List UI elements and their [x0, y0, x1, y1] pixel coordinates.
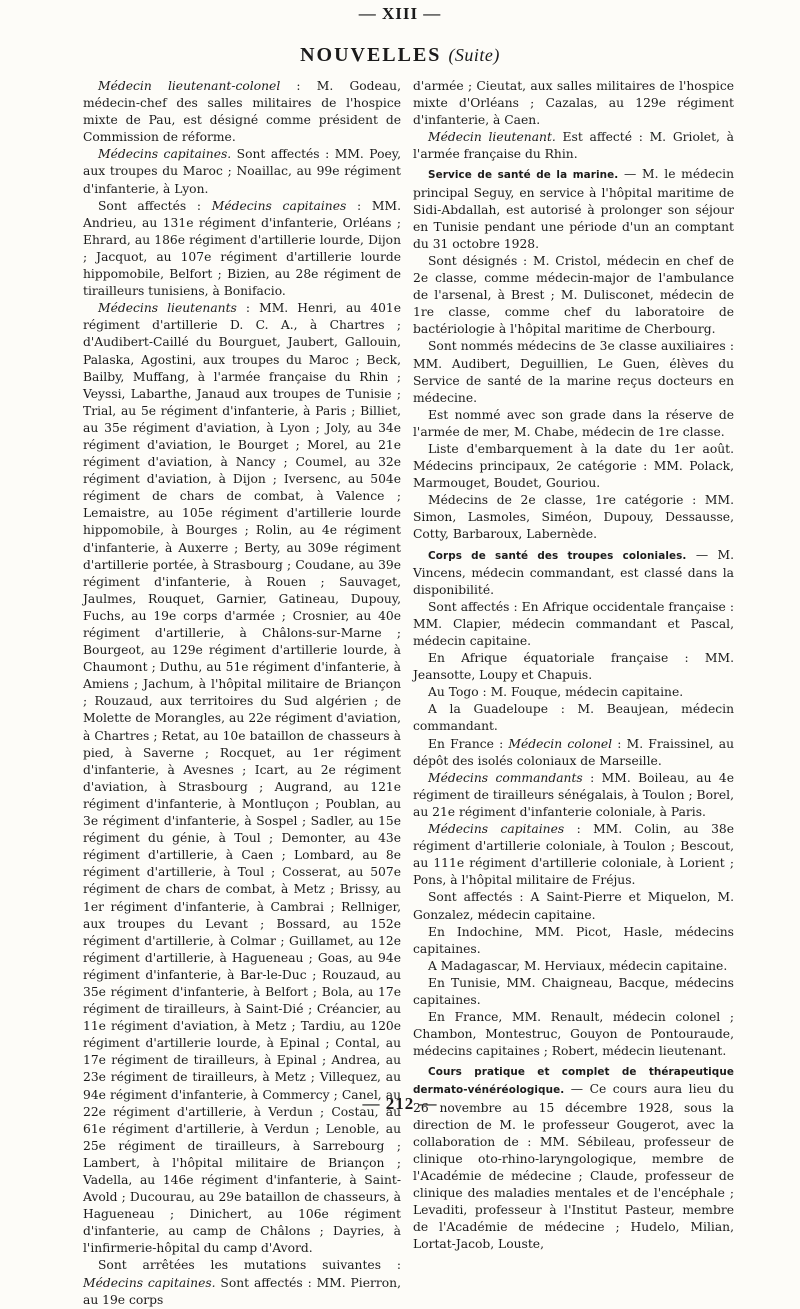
title-suite: (Suite)	[448, 45, 500, 65]
paragraph-text: — Ce cours aura lieu du 26 novembre au 15 décembre 1928, sous la direction de M. le professeur Gougerot, avec la collaboration de : MM. Sébileau, professeur de clinique oto-rhino-laryngologique, membre de l'Académie de médecine ; Claude, professeur de clinique des maladies mentales et de l'encéphale ; Levaditi, professeur à l'Institut Pasteur, membre de l'Académie de médecine ; Hudelo, Milian, Lortat-Jacob, Louste,	[413, 1082, 734, 1252]
paragraph-text: : MM. Colin, au 38e régiment d'artillerie coloniale, à Toulon ; Bescout, au 111e régiment d'artillerie coloniale, à Lorient ; Pons, à l'hôpital militaire de Fréjus.	[413, 822, 734, 888]
paragraph: Médecins de 2e classe, 1re catégorie : MM. Simon, Lasmoles, Siméon, Dupouy, Dessausse, Cotty, Barbaroux, Labernède.	[413, 493, 734, 542]
paragraph-text: Sont affectés : MM. Poey, aux troupes du Maroc ; Noaillac, au 99e régiment d'infanterie, à Lyon.	[83, 147, 401, 196]
paragraph	[413, 547, 734, 599]
page-number: — 212 —	[362, 1094, 438, 1113]
rank-label: Médecins lieutenants	[98, 301, 237, 316]
paragraph	[413, 166, 734, 252]
paragraph-text: — M. le médecin principal Seguy, en service à l'hôpital maritime de Sidi-Abdallah, est autorisé à prolonger son séjour en Tunisie pendant une période d'un an comptant du 31 octobre 1928.	[413, 167, 734, 251]
paragraph	[413, 129, 734, 163]
paragraph-text: Sont affectés :	[98, 198, 212, 213]
rank-label: Médecins capitaines.	[83, 1275, 216, 1290]
paragraph-text: : MM. Andrieu, au 131e régiment d'infanterie, Orléans ; Ehrard, au 186e régiment d'artillerie lourde, Dijon ; Jacquot, au 107e régiment d'artillerie lourde hippomobile, Belfort ; Bizien, au 28e régiment de tirailleurs tunisiens, à Bonifacio.	[83, 198, 401, 299]
paragraph: A la Guadeloupe : M. Beaujean, médecin commandant.	[413, 702, 734, 734]
paragraph-text: : MM. Henri, au 401e régiment d'artillerie D. C. A., à Chartres ; d'Audibert-Caillé du Bourguet, Jaubert, Gallouin, Palaska, Agostini, aux troupes du Maroc ; Beck, Bailby, Muffang, à l'armée française du Rhin ; Veyssi, Labarthe, Janaud aux troupes de Tunisie ; Trial, au 5e régiment d'infanterie, à Paris ; Billiet, au 35e régiment d'aviation, à Lyon ; Joly, au 34e régiment d'aviation, le Bourget ; Morel, au 21e régiment d'aviation, à Nancy ; Coumel, au 32e régiment d'aviation, à Dijon ; Iversenc, au 504e régiment de chars de combat, à Valence ; Lemaistre, au 105e régiment d'artillerie lourde hippomobile, à Bourges ; Rolin, au 4e régiment d'infanterie, à Auxerre ; Berty, au 309e régiment d'artillerie portée, à Strasbourg ; Coudane, au 39e régiment d'infanterie, à Rouen ; Sauvaget, Jaulmes, Rouquet, Garnier, Gatineau, Dupouy, Fuchs, au 19e corps d'armée ; Crosnier, au 40e régiment d'artillerie, à Châlons-sur-Marne ; Bourgeot, au 129e régiment d'artillerie lourde, à Chaumont ; Duthu, au 51e régiment d'infanterie, à Amiens ; Jachum, à l'hôpital militaire de Briançon ; Rouzaud, aux territoires du Sud algérien ; de Molette de Morangles, au 22e régiment d'aviation, à Chartres ; Retat, au 10e bataillon de chasseurs à pied, à Saverne ; Rocquet, au 1er régiment d'infanterie, à Avesnes ; Icart, au 2e régiment d'aviation, à Strasbourg ; Augrand, au 121e régiment d'infanterie, à Montluçon ; Poublan, au 3e régiment d'infanterie, à Sospel ; Sadler, au 15e régiment du génie, à Toul ; Demonter, au 43e régiment d'artillerie, à Caen ; Lombard, au 8e régiment d'artillerie, à Toul ; Cosserat, au 507e régiment de chars de combat, à Metz ; Brissy, au 1er régiment d'infanterie, à Cambrai ; Rellniger, aux troupes du Levant ; Bossard, au 152e régiment d'artillerie, à Colmar ; Guillamet, au 12e régiment d'artillerie, à Hagueneau ; Goas, au 94e régiment d'infanterie, à Bar-le-Duc ; Rouzaud, au 35e régiment d'infanterie, à Belfort ; Bola, au 17e régiment de tirailleurs, à Saint-Dié ; Créancier, au 11e régiment d'aviation, à Metz ; Tardiu, au 120e régiment d'artillerie lourde, à Epinal ; Contal, au 17e régiment de tirailleurs, à Epinal ; Andrea, au 23e régiment de tirailleurs, à Metz ; Villequez, au 94e régiment d'infanterie, à Commercy ; Canel, au 22e régiment d'artillerie, à Verdun ; Costau, au 61e régiment d'artillerie, à Verdun ; Lenoble, au 25e régiment de tirailleurs, à Sarrebourg ; Lambert, à l'hôpital militaire de Briançon ; Vadella, au 146e régiment d'infanterie, à Saint-Avold ; Ducourau, au 29e bataillon de chasseurs, à Hagueneau ; Dinichert, au 106e régiment d'infanterie, au camp de Châlons ; Dayries, à l'infirmerie-hôpital du camp d'Avord.	[83, 301, 402, 1256]
section-heading: Corps de santé des troupes coloniales.	[428, 549, 687, 562]
paragraph-text: Sont arrêtées les mutations suivantes :	[98, 1258, 401, 1273]
paragraph: En Indochine, MM. Picot, Hasle, médecins capitaines.	[413, 924, 734, 956]
paragraph: En France, MM. Renault, médecin colonel ; Chambon, Montestruc, Gouyon de Pontouraude, médecins capitaines ; Robert, médecin lieutenant.	[413, 1010, 734, 1059]
left-column	[83, 78, 401, 1309]
paragraph	[83, 146, 401, 197]
paragraph: d'armée ; Cieutat, aux salles militaires de l'hospice mixte d'Orléans ; Cazalas, au 129e régiment d'infanterie, à Caen.	[413, 79, 734, 128]
section-heading: Service de santé de la marine.	[428, 169, 619, 182]
paragraph	[83, 198, 401, 301]
paragraph-text: : M. Fraissinel, au dépôt des isolés coloniaux de Marseille.	[413, 736, 734, 768]
roman-page-header: — XIII —	[358, 4, 442, 23]
paragraph: A Madagascar, M. Herviaux, médecin capitaine.	[428, 958, 728, 973]
paragraph	[413, 821, 734, 889]
paragraph: Sont désignés : M. Cristol, médecin en chef de 2e classe, comme médecin-major de l'ambulance de l'arsenal, à Brest ; M. Dulisconet, médecin de 1re classe, comme chef du laboratoire de bactériologie à l'hôpital maritime de Cherbourg.	[413, 253, 734, 337]
paragraph: Liste d'embarquement à la date du 1er août. Médecins principaux, 2e catégorie : MM. Polack, Marmouget, Boudet, Gouriou.	[413, 441, 734, 491]
paragraph	[413, 736, 734, 770]
paragraph: Sont affectés : En Afrique occidentale française : MM. Clapier, médecin commandant et Pascal, médecin capitaine.	[413, 599, 734, 648]
paragraph: En Tunisie, MM. Chaigneau, Bacque, médecins capitaines.	[413, 975, 734, 1007]
paragraph	[413, 770, 734, 821]
paragraph	[413, 1063, 734, 1253]
rank-label: Médecins capitaines	[211, 198, 347, 213]
paragraph	[83, 78, 401, 146]
paragraph: Est nommé avec son grade dans la réserve de l'armée de mer, M. Chabe, médecin de 1re classe.	[413, 407, 734, 439]
paragraph: Au Togo : M. Fouque, médecin capitaine.	[428, 685, 684, 700]
paragraph-text: En France :	[428, 736, 509, 751]
rank-label: Médecins capitaines	[428, 822, 565, 837]
paragraph-text: Sont affectés : MM. Pierron, au 19e corps	[83, 1275, 402, 1307]
right-column	[413, 78, 734, 1253]
paragraph-text: : MM. Boileau, au 4e régiment de tirailleurs sénégalais, à Toulon ; Borel, au 21e régiment d'infanterie coloniale, à Paris.	[413, 770, 734, 819]
section-heading: Cours pratique et complet de thérapeutique dermato-vénéréologique.	[413, 1066, 734, 1097]
paragraph	[83, 1257, 401, 1308]
paragraph-text: Est affecté : M. Griolet, à l'armée française du Rhin.	[413, 130, 734, 162]
rank-label: Médecin lieutenant-colonel	[98, 79, 281, 93]
rank-label: Médecin colonel	[508, 736, 613, 751]
paragraph: Sont affectés : A Saint-Pierre et Miquelon, M. Gonzalez, médecin capitaine.	[413, 890, 734, 922]
rank-label: Médecins capitaines.	[98, 147, 232, 162]
title-main: NOUVELLES	[300, 44, 442, 66]
rank-label: Médecins commandants	[428, 770, 583, 785]
paragraph: En Afrique équatoriale française : MM. Jeansotte, Loupy et Chapuis.	[413, 651, 734, 683]
section-title	[0, 44, 800, 67]
rank-label: Médecin lieutenant.	[428, 130, 556, 145]
paragraph-text: : M. Godeau, médecin-chef des salles militaires de l'hospice mixte de Pau, est désigné comme président de Commission de réforme.	[83, 79, 401, 145]
paragraph: Sont nommés médecins de 3e classe auxiliaires : MM. Audibert, Deguillien, Le Guen, élèves du Service de santé de la marine reçus docteurs en médecine.	[413, 339, 734, 405]
paragraph-text: — M. Vincens, médecin commandant, est classé dans la disponibilité.	[413, 547, 734, 597]
